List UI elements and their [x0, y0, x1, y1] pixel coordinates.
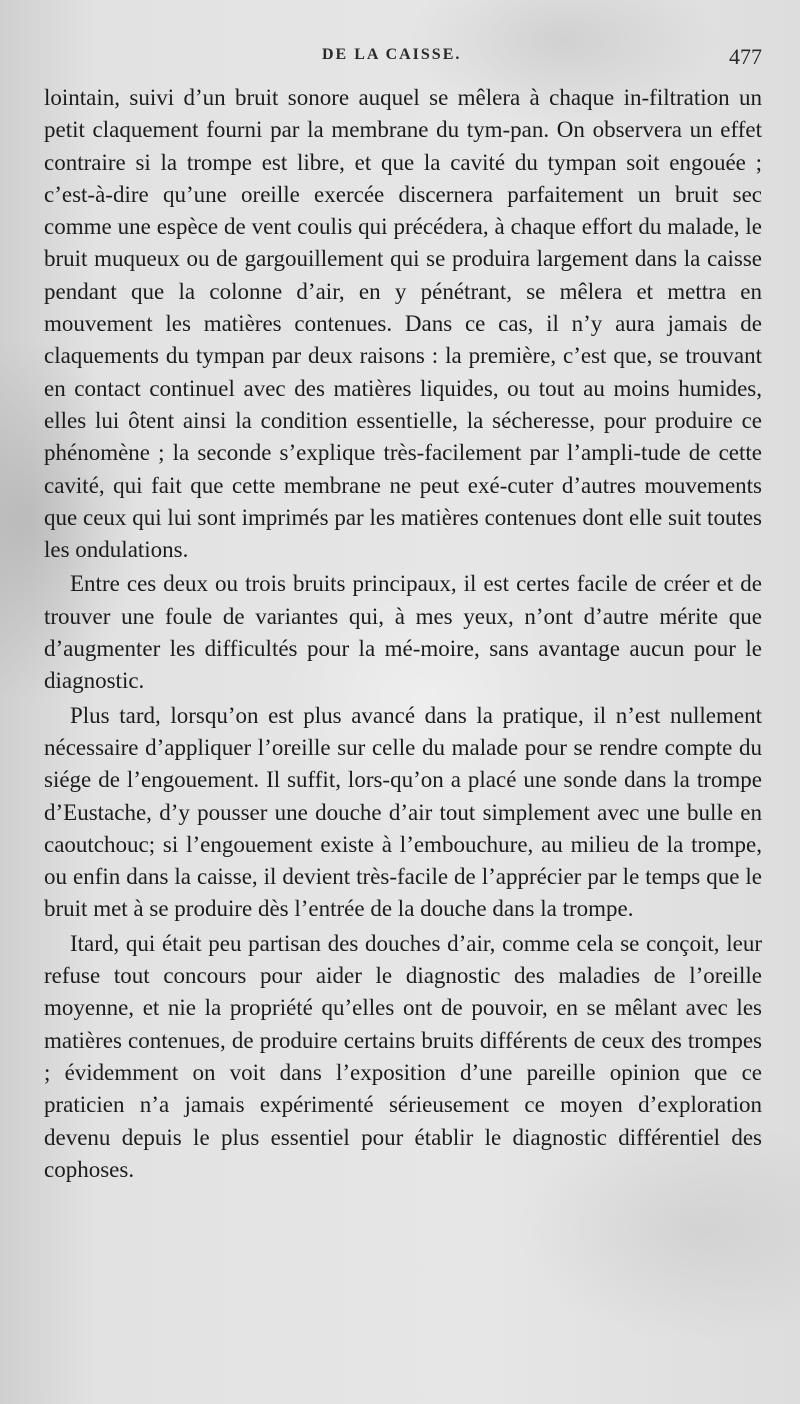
chapter-heading: DE LA CAISSE.	[322, 46, 462, 63]
paragraph: Entre ces deux ou trois bruits principaux, il est certes facile de créer et de trouver une foule de variantes qui, à mes yeux, n’ont d’autre mérite que d’augmenter les difficultés pour la mé-moire, sans avantage aucun pour le diagnostic.	[44, 571, 762, 694]
page-number: 477	[729, 44, 762, 69]
running-head	[0, 44, 800, 78]
paragraph: Plus tard, lorsqu’on est plus avancé dans la pratique, il n’est nullement nécessaire d’appliquer l’oreille sur celle du malade pour se rendre compte du siége de l’engouement. Il suffit, lors-qu’on a placé une sonde dans la trompe d’Eustache, d’y pousser une douche d’air tout simplement avec une bulle en caoutchouc; si l’engouement existe à l’embouchure, au milieu de la trompe, ou enfin dans la caisse, il devient très-facile de l’apprécier par le temps que le bruit met à se produire dès l’entrée de la douche dans la trompe.	[44, 702, 762, 922]
paragraph: Itard, qui était peu partisan des douches d’air, comme cela se conçoit, leur refuse tout concours pour aider le diagnostic des maladies de l’oreille moyenne, et nie la propriété qu’elles ont de pouvoir, en se mêlant avec les matières contenues, de produire certains bruits différents de ceux des trompes ; évidemment on voit dans l’exposition d’une pareille opinion que ce praticien n’a jamais expérimenté sérieusement ce moyen d’exploration devenu depuis le plus essentiel pour établir le diagnostic différentiel des cophoses.	[44, 930, 762, 1182]
body-text	[44, 82, 762, 1188]
paragraph-continued: lointain, suivi d’un bruit sonore auquel se mêlera à chaque in-filtration un petit claquement fourni par la membrane du tym-pan. On observera un effet contraire si la trompe est libre, et que la cavité du tympan soit engouée ; c’est-à-dire qu’une oreille exercée discernera parfaitement un bruit sec comme une espèce de vent coulis qui précédera, à chaque effort du malade, le bruit muqueux ou de gargouillement qui se produira largement dans la caisse pendant que la colonne d’air, en y pénétrant, se mêlera et mettra en mouvement les matières contenues. Dans ce cas, il n’y aura jamais de claquements du tympan par deux raisons : la première, c’est que, se trouvant en contact continuel avec des matières liquides, ou tout au moins humides, elles lui ôtent ainsi la condition essentielle, la sécheresse, pour produire ce phénomène ; la seconde s’explique très-facilement par l’ampli-tude de cette cavité, qui fait que cette membrane ne peut exé-cuter d’autres mouvements que ceux qui lui sont imprimés par les matières contenues dont elle suit toutes les ondulations.	[44, 85, 762, 563]
